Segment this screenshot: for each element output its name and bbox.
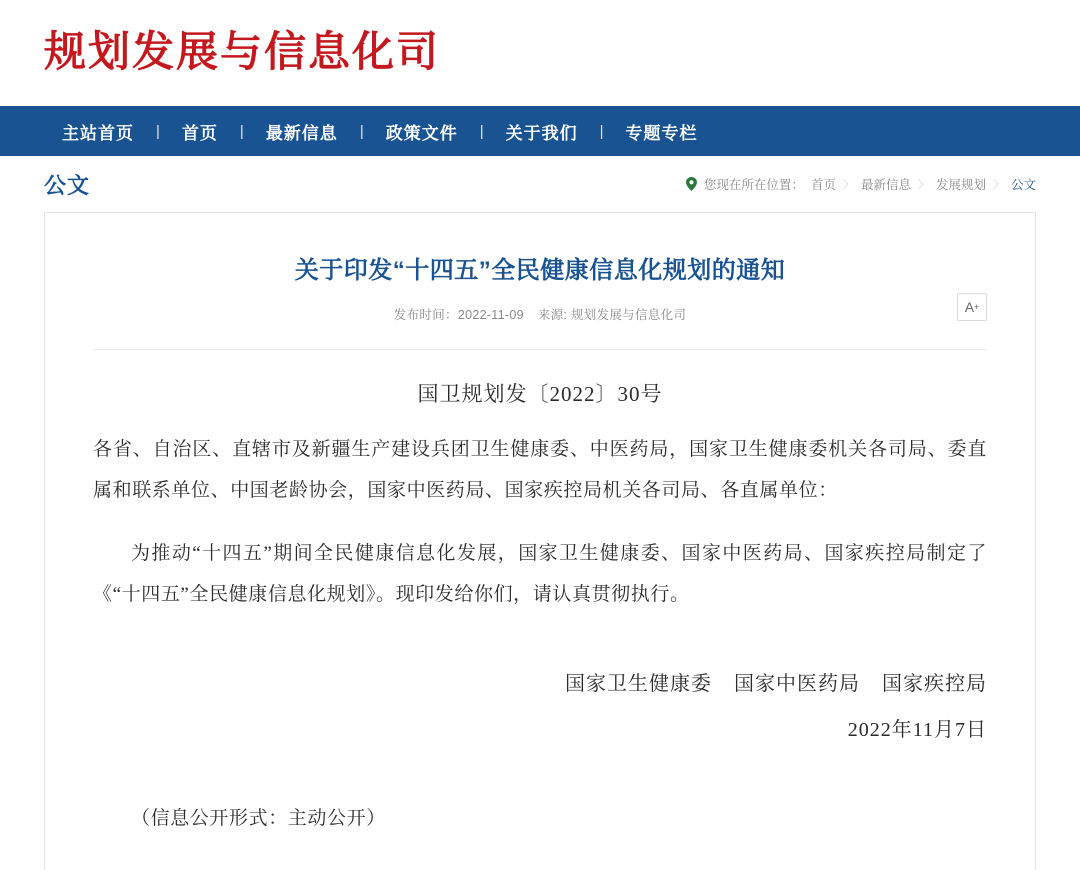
article-card xyxy=(44,212,1036,870)
nav-separator: | xyxy=(479,122,484,140)
site-title: 规划发展与信息化司 xyxy=(44,30,441,76)
main-navigation xyxy=(0,106,1080,156)
signatory-tcm: 国家中医药局 xyxy=(734,673,860,696)
site-header xyxy=(0,0,1080,106)
breadcrumb-item-development-plan[interactable]: 发展规划 xyxy=(935,178,986,192)
nav-separator: | xyxy=(239,122,244,140)
article-meta xyxy=(93,305,987,323)
article-divider xyxy=(93,349,987,350)
signature-line xyxy=(93,663,987,705)
article-paragraph: 为推动“十四五”期间全民健康信息化发展，国家卫生健康委、国家中医药局、国家疾控局制定了《“十四五”全民健康信息化规划》。现印发给你们，请认真贯彻执行。 xyxy=(93,542,987,605)
font-size-letter: A xyxy=(964,299,975,315)
publish-date: 2022-11-09 xyxy=(457,308,524,322)
breadcrumb-prefix: 您现在所在位置： xyxy=(703,178,804,192)
breadcrumb xyxy=(686,175,1036,193)
nav-item-policy-documents[interactable]: 政策文件 xyxy=(385,123,458,143)
nav-separator: | xyxy=(359,122,364,140)
breadcrumb-arrow-icon: 〉 xyxy=(992,179,1004,191)
location-pin-icon xyxy=(686,177,697,191)
breadcrumb-item-latest-news[interactable]: 最新信息 xyxy=(860,178,911,192)
breadcrumb-row xyxy=(0,156,1080,212)
signatory-cdc: 国家疾控局 xyxy=(882,673,987,696)
nav-item-about-us[interactable]: 关于我们 xyxy=(505,123,578,143)
page-title: 公文 xyxy=(44,172,91,198)
font-size-plus: + xyxy=(974,302,980,312)
document-number: 国卫规划发〔2022〕30号 xyxy=(417,382,663,406)
article-title: 关于印发“十四五”全民健康信息化规划的通知 xyxy=(294,257,786,284)
publish-time-label: 发布时间： xyxy=(393,308,458,322)
font-size-button[interactable] xyxy=(957,293,987,321)
nav-item-special-topics[interactable]: 专题专栏 xyxy=(625,123,698,143)
nav-item-home[interactable]: 首页 xyxy=(181,123,218,143)
nav-item-main-home[interactable]: 主站首页 xyxy=(62,123,134,143)
signatory-nhc: 国家卫生健康委 xyxy=(565,673,712,696)
nav-item-latest-news[interactable]: 最新信息 xyxy=(265,123,338,143)
signature-date: 2022年11月7日 xyxy=(847,719,987,742)
article-body xyxy=(93,378,987,830)
breadcrumb-arrow-icon: 〉 xyxy=(917,179,929,191)
source-label: 来源: xyxy=(537,308,571,322)
source-name: 规划发展与信息化司 xyxy=(570,308,687,322)
article-paragraph: 各省、自治区、直辖市及新疆生产建设兵团卫生健康委、中医药局，国家卫生健康委机关各司局、委直属和联系单位、中国老龄协会，国家中医药局、国家疾控局机关各司局、各直属单位： xyxy=(93,439,987,501)
nav-separator: | xyxy=(156,122,160,140)
nav-separator: | xyxy=(599,122,604,140)
disclosure-note: （信息公开形式：主动公开） xyxy=(131,808,386,830)
breadcrumb-arrow-icon: 〉 xyxy=(842,179,854,191)
article-wrap xyxy=(0,212,1080,870)
breadcrumb-item-current[interactable]: 公文 xyxy=(1010,178,1036,192)
signature-block xyxy=(93,663,987,751)
breadcrumb-item-home[interactable]: 首页 xyxy=(810,178,836,192)
